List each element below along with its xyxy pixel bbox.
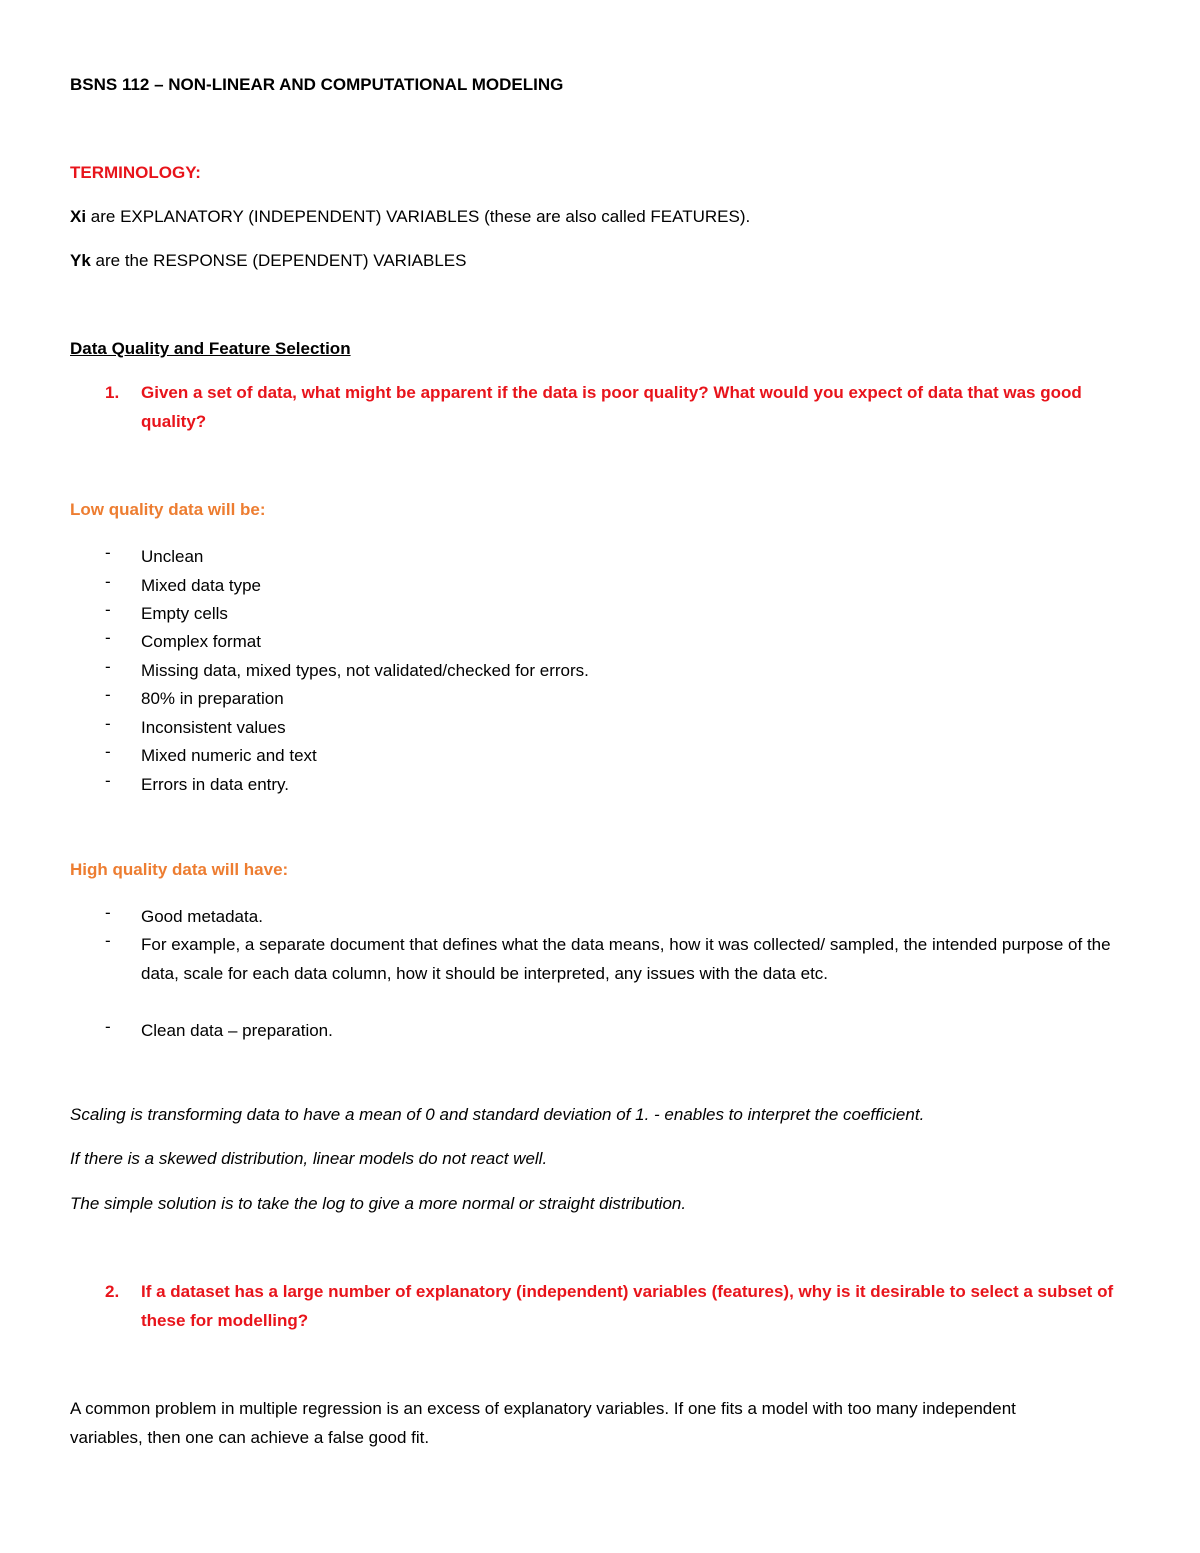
list-item-text: Missing data, mixed types, not validated/checked for errors. <box>141 661 589 680</box>
list-item-text: Clean data – preparation. <box>141 1021 333 1040</box>
yk-term: Yk <box>70 251 91 270</box>
high-quality-heading: High quality data will have: <box>70 860 289 879</box>
terminology-xi-line <box>70 207 1140 227</box>
xi-term: Xi <box>70 207 87 226</box>
list-item-text: For example, a separate document that defines what the data means, how it was collected/ sampled, the intended purpose of the data, scale for each data column, how it should be interpreted, any issues with the data etc. <box>141 935 1111 983</box>
question-2-text: If a dataset has a large number of explanatory (independent) variables (features), why is it desirable to select a subset of these for modelling? <box>141 1282 1114 1330</box>
question-2-number: 2. <box>105 1282 120 1301</box>
list-item-text: Errors in data entry. <box>141 775 290 794</box>
question-1-number: 1. <box>105 383 120 402</box>
note-scaling: Scaling is transforming data to have a mean of 0 and standard deviation of 1. - enables to interpret the coefficient. <box>70 1105 925 1124</box>
note-log-solution: The simple solution is to take the log to give a more normal or straight distribution. <box>70 1194 687 1213</box>
list-bullet: - <box>105 543 111 562</box>
list-item-text: Mixed numeric and text <box>141 746 317 765</box>
section-heading: Data Quality and Feature Selection <box>70 339 351 358</box>
list-bullet: - <box>105 657 111 676</box>
list-bullet: - <box>105 931 111 950</box>
yk-definition: are the RESPONSE (DEPENDENT) VARIABLES <box>90 251 467 270</box>
list-bullet: - <box>105 572 111 591</box>
list-item-text: Inconsistent values <box>141 718 286 737</box>
list-item-text: Unclean <box>141 547 204 566</box>
list-bullet: - <box>105 628 111 647</box>
terminology-heading: TERMINOLOGY: <box>70 163 201 182</box>
list-item-text: 80% in preparation <box>141 689 284 708</box>
list-bullet: - <box>105 685 111 704</box>
answer-2-paragraph: A common problem in multiple regression is an excess of explanatory variables. If one fits a model with too many independent variables, then one can achieve a false good fit. <box>70 1399 1016 1447</box>
list-item-text: Good metadata. <box>141 907 263 926</box>
list-bullet: - <box>105 903 111 922</box>
list-item-text: Complex format <box>141 632 261 651</box>
list-bullet: - <box>105 1017 111 1036</box>
list-item-text: Empty cells <box>141 604 228 623</box>
note-skewed-distribution: If there is a skewed distribution, linear models do not react well. <box>70 1149 548 1168</box>
list-item-text: Mixed data type <box>141 576 262 595</box>
list-bullet: - <box>105 742 111 761</box>
xi-definition: are EXPLANATORY (INDEPENDENT) VARIABLES (these are also called FEATURES). <box>86 207 751 226</box>
low-quality-heading: Low quality data will be: <box>70 500 266 519</box>
document-title: BSNS 112 – NON-LINEAR AND COMPUTATIONAL MODELING <box>70 75 564 94</box>
list-bullet: - <box>105 771 111 790</box>
list-bullet: - <box>105 714 111 733</box>
question-1-text: Given a set of data, what might be apparent if the data is poor quality? What would you expect of data that was good quality? <box>141 383 1082 431</box>
terminology-yk-line <box>70 251 1140 271</box>
list-bullet: - <box>105 600 111 619</box>
